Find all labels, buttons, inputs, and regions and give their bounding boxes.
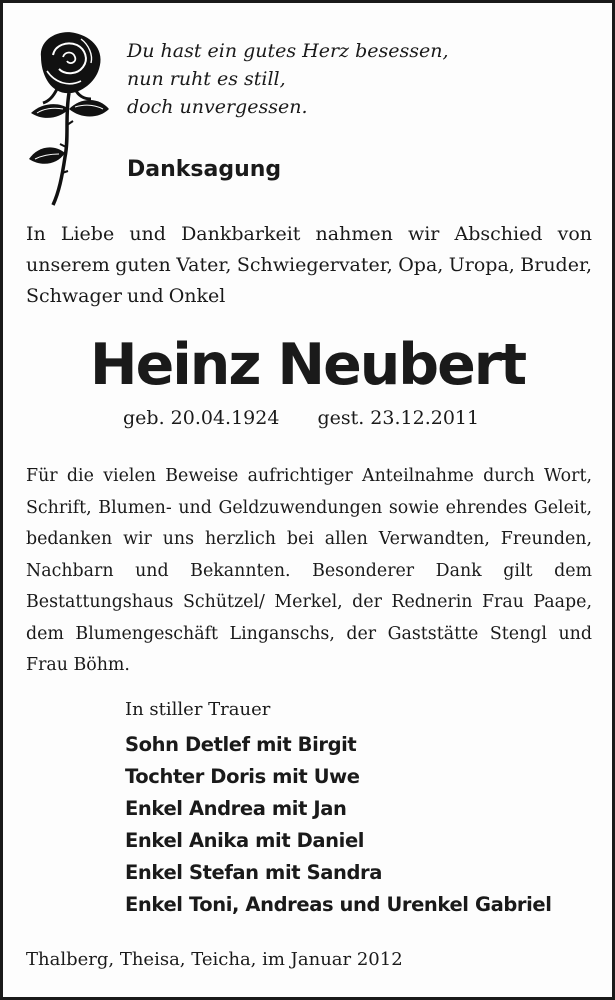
- mourner-item: Enkel Stefan mit Sandra: [125, 861, 382, 884]
- poem-line: doch unvergessen.: [127, 96, 308, 118]
- mourner-item: Tochter Doris mit Uwe: [125, 765, 360, 788]
- mourning-label: In stiller Trauer: [125, 699, 271, 720]
- mourner-item: Enkel Toni, Andreas und Urenkel Gabriel: [125, 893, 552, 916]
- rose-icon: [19, 27, 115, 209]
- mourner-item: Sohn Detlef mit Birgit: [125, 733, 357, 756]
- poem-line: Du hast ein gutes Herz besessen,: [127, 40, 449, 62]
- mourner-item: Enkel Anika mit Daniel: [125, 829, 365, 852]
- mourners-list: [125, 729, 552, 921]
- heading-danksagung: Danksagung: [127, 157, 282, 182]
- deceased-name: Heinz Neubert: [89, 332, 526, 398]
- place-and-date: Thalberg, Theisa, Teicha, im Januar 2012: [26, 949, 403, 970]
- intro-paragraph: In Liebe und Dankbarkeit nahmen wir Abschied von unserem guten Vater, Schwiegervater, Opa, Uropa, Bruder, Schwager und Onkel: [26, 223, 592, 307]
- poem-line: nun ruht es still,: [127, 68, 286, 90]
- poem: [127, 37, 449, 121]
- birth-date: geb. 20.04.1924: [123, 407, 280, 429]
- mourner-item: Enkel Andrea mit Jan: [125, 797, 347, 820]
- life-dates: [123, 407, 479, 429]
- thanks-paragraph: Für die vielen Beweise aufrichtiger Anteilnahme durch Wort, Schrift, Blumen- und Geldzuwendungen sowie ehrendes Geleit, bedanken wir uns herzlich bei allen Verwandten, Freunden, Nachbarn und Bekannten. Besonderer Dank gilt dem Bestattungshaus Schützel/ Merkel, der Rednerin Frau Paape, dem Blumengeschäft Linganschs, der Gaststätte Stengl und Frau Böhm.: [26, 466, 592, 675]
- death-date: gest. 23.12.2011: [317, 407, 480, 429]
